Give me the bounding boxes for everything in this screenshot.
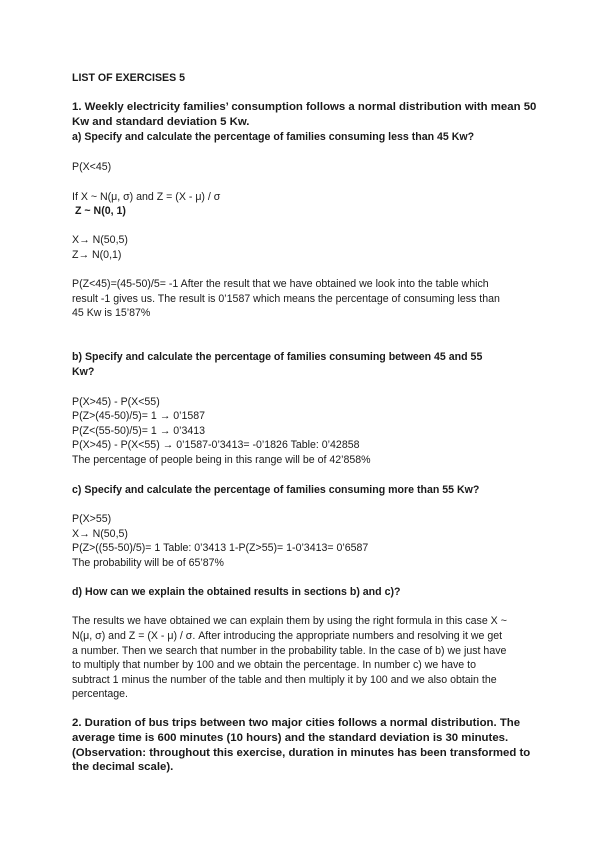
answer-b-line: P(X>45) - P(X<55) → 0’1587-0’3413= -0’1826 Table: 0’42858 [72, 439, 360, 451]
answer-b-line: P(Z<(55-50)/5)= 1 → 0’3413 [72, 425, 206, 437]
exercise-2-line: (Observation: throughout this exercise, duration in minutes has been transformed to [72, 747, 531, 759]
question-c: c) Specify and calculate the percentage of families consuming more than 55 Kw? [72, 484, 480, 496]
answer-b-line: P(X>45) - P(X<55) [72, 396, 160, 408]
answer-b-line: P(Z>(45-50)/5)= 1 → 0’1587 [72, 410, 206, 422]
answer-a-line: X→ N(50,5) [72, 234, 128, 246]
answer-b-line: The percentage of people being in this range will be of 42’858% [72, 454, 371, 466]
exercise-2-line: 2. Duration of bus trips between two major cities follows a normal distribution. The [72, 717, 521, 729]
answer-a-line: If X ~ N(μ, σ) and Z = (X - μ) / σ [72, 191, 221, 203]
answer-a-line: 45 Kw is 15’87% [72, 307, 151, 319]
answer-a-line: Z→ N(0,1) [72, 249, 122, 261]
answer-d-line: N(μ, σ) and Z = (X - μ) / σ. After introducing the appropriate numbers and resolving it we get [72, 630, 503, 642]
question-b-line-1: b) Specify and calculate the percentage of families consuming between 45 and 55 [72, 351, 483, 363]
answer-a-line: Z ~ N(0, 1) [75, 205, 126, 217]
question-d: d) How can we explain the obtained results in sections b) and c)? [72, 586, 401, 598]
answer-c-line: X→ N(50,5) [72, 528, 128, 540]
question-a: a) Specify and calculate the percentage of families consuming less than 45 Kw? [72, 131, 475, 143]
answer-a-line: P(Z<45)=(45-50)/5= -1 After the result that we have obtained we look into the table which [72, 278, 489, 290]
answer-d-line: a number. Then we search that number in the probability table. In the case of b) we just have [72, 645, 507, 657]
answer-d-line: subtract 1 minus the number of the table and then multiply it by 100 and we also obtain the [72, 674, 497, 686]
page-title: LIST OF EXERCISES 5 [72, 72, 186, 84]
answer-c-line: P(X>55) [72, 513, 112, 525]
exercise-2-line: average time is 600 minutes (10 hours) and the standard deviation is 30 minutes. [72, 732, 509, 744]
answer-d-line: percentage. [72, 688, 128, 700]
exercise-1-heading-line-2: Kw and standard deviation 5 Kw. [72, 116, 250, 128]
answer-d-line: to multiply that number by 100 and we obtain the percentage. In number c) we have to [72, 659, 476, 671]
answer-a-line: result -1 gives us. The result is 0’1587 which means the percentage of consuming less than [72, 293, 500, 305]
question-b-line-2: Kw? [72, 366, 95, 378]
exercise-2-line: the decimal scale). [72, 761, 174, 773]
answer-d-line: The results we have obtained we can explain them by using the right formula in this case X ~ [72, 615, 507, 627]
answer-c-line: The probability will be of 65’87% [72, 557, 224, 569]
exercise-1-heading-line-1: 1. Weekly electricity families’ consumption follows a normal distribution with mean 50 [72, 101, 537, 113]
answer-c-line: P(Z>((55-50)/5)= 1 Table: 0’3413 1-P(Z>55)= 1-0’3413= 0’6587 [72, 542, 369, 554]
answer-a-line: P(X<45) [72, 161, 112, 173]
